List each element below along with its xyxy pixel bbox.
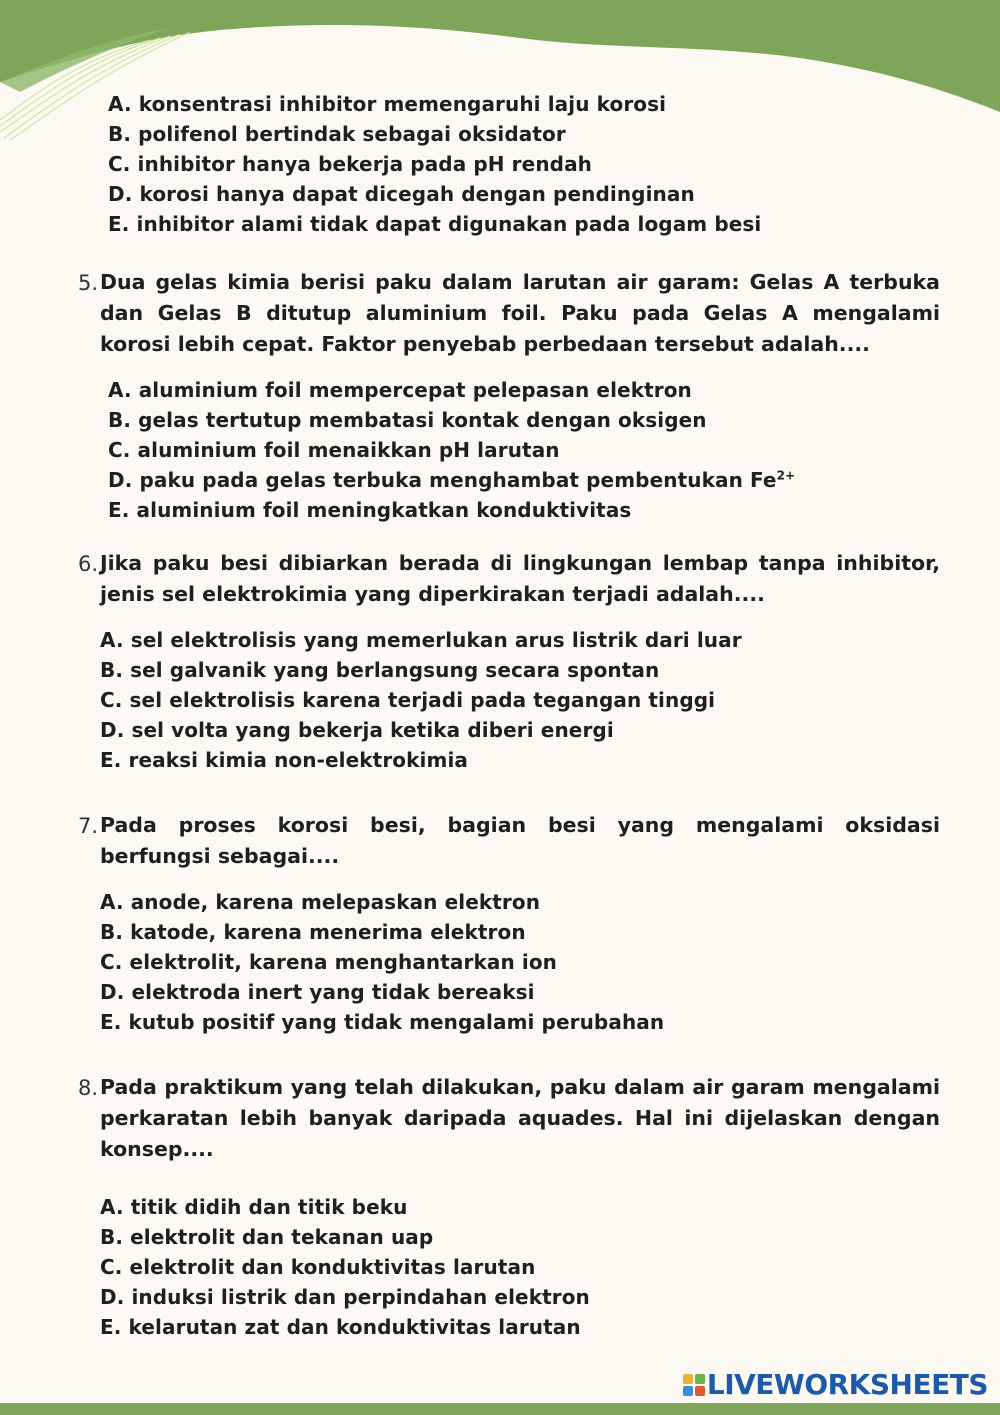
option-c[interactable]: C. elektrolit, karena menghantarkan ion	[100, 950, 558, 974]
option-d[interactable]: D. elektroda inert yang tidak bereaksi	[100, 980, 535, 1004]
option-b[interactable]: B. polifenol bertindak sebagai oksidator	[108, 122, 566, 146]
option-d[interactable]: D. korosi hanya dapat dicegah dengan pendinginan	[108, 182, 695, 206]
question-text: Pada praktikum yang telah dilakukan, paku dalam air garam mengalami perkaratan lebih banyak daripada aquades. Hal ini dijelaskan dengan konsep....	[100, 1075, 940, 1161]
question-number: 8.	[78, 1076, 99, 1100]
bottom-green-bar	[0, 1403, 1000, 1415]
options-list	[78, 887, 940, 1037]
option-c[interactable]: C. aluminium foil menaikkan pH larutan	[108, 438, 560, 462]
question-8	[78, 1072, 940, 1342]
question-number: 7.	[78, 814, 99, 838]
option-e[interactable]: E. kelarutan zat dan konduktivitas larutan	[100, 1315, 581, 1339]
option-e[interactable]: E. aluminium foil meningkatkan konduktivitas	[108, 498, 632, 522]
question-text: Dua gelas kimia berisi paku dalam larutan air garam: Gelas A terbuka dan Gelas B ditutup aluminium foil. Paku pada Gelas A mengalami korosi lebih cepat. Faktor penyebab perbedaan tersebut adalah....	[100, 270, 940, 356]
option-a[interactable]: A. sel elektrolisis yang memerlukan arus listrik dari luar	[100, 628, 742, 652]
option-c[interactable]: C. sel elektrolisis karena terjadi pada tegangan tinggi	[100, 688, 716, 712]
previous-question-options	[108, 89, 761, 239]
question-7	[78, 810, 940, 1037]
superscript: 2+	[776, 468, 796, 483]
option-a[interactable]: A. konsentrasi inhibitor memengaruhi laju korosi	[108, 92, 667, 116]
question-6	[78, 548, 940, 775]
option-b[interactable]: B. elektrolit dan tekanan uap	[100, 1225, 434, 1249]
option-d[interactable]: D. sel volta yang bekerja ketika diberi energi	[100, 718, 614, 742]
option-e[interactable]: E. inhibitor alami tidak dapat digunakan pada logam besi	[108, 212, 762, 236]
option-b[interactable]: B. katode, karena menerima elektron	[100, 920, 526, 944]
hidden-section-label: Alat & Bahan	[346, 844, 498, 868]
option-e[interactable]: E. reaksi kimia non-elektrokimia	[100, 748, 468, 772]
option-b[interactable]: B. gelas tertutup membatasi kontak dengan oksigen	[108, 408, 707, 432]
option-d[interactable]	[108, 465, 940, 495]
option-d-text: D. paku pada gelas terbuka menghambat pembentukan Fe	[108, 468, 777, 492]
question-text-wrapper	[100, 810, 940, 872]
option-e[interactable]: E. kutub positif yang tidak mengalami perubahan	[100, 1010, 665, 1034]
question-5	[78, 267, 940, 525]
option-a[interactable]: A. aluminium foil mempercepat pelepasan elektron	[108, 378, 692, 402]
option-d[interactable]: D. induksi listrik dan perpindahan elektron	[100, 1285, 590, 1309]
option-b[interactable]: B. sel galvanik yang berlangsung secara spontan	[100, 658, 660, 682]
option-c[interactable]: C. elektrolit dan konduktivitas larutan	[100, 1255, 536, 1279]
option-a[interactable]: A. titik didih dan titik beku	[100, 1195, 408, 1219]
question-number: 5.	[78, 271, 99, 295]
liveworksheets-logo[interactable]	[683, 1368, 988, 1401]
options-list	[78, 1192, 940, 1342]
options-list	[78, 625, 940, 775]
question-text: Jika paku besi dibiarkan berada di lingkungan lembap tanpa inhibitor, jenis sel elektrokimia yang diperkirakan terjadi adalah....	[100, 551, 940, 606]
option-a[interactable]: A. anode, karena melepaskan elektron	[100, 890, 541, 914]
question-text: Pada proses korosi besi, bagian besi yang mengalami oksidasi berfungsi sebagai....	[100, 813, 940, 868]
option-c[interactable]: C. inhibitor hanya bekerja pada pH rendah	[108, 152, 593, 176]
liveworksheets-logo-icon	[683, 1374, 705, 1396]
question-number: 6.	[78, 552, 99, 576]
options-list	[78, 375, 940, 525]
logo-text: LIVEWORKSHEETS	[706, 1368, 988, 1401]
